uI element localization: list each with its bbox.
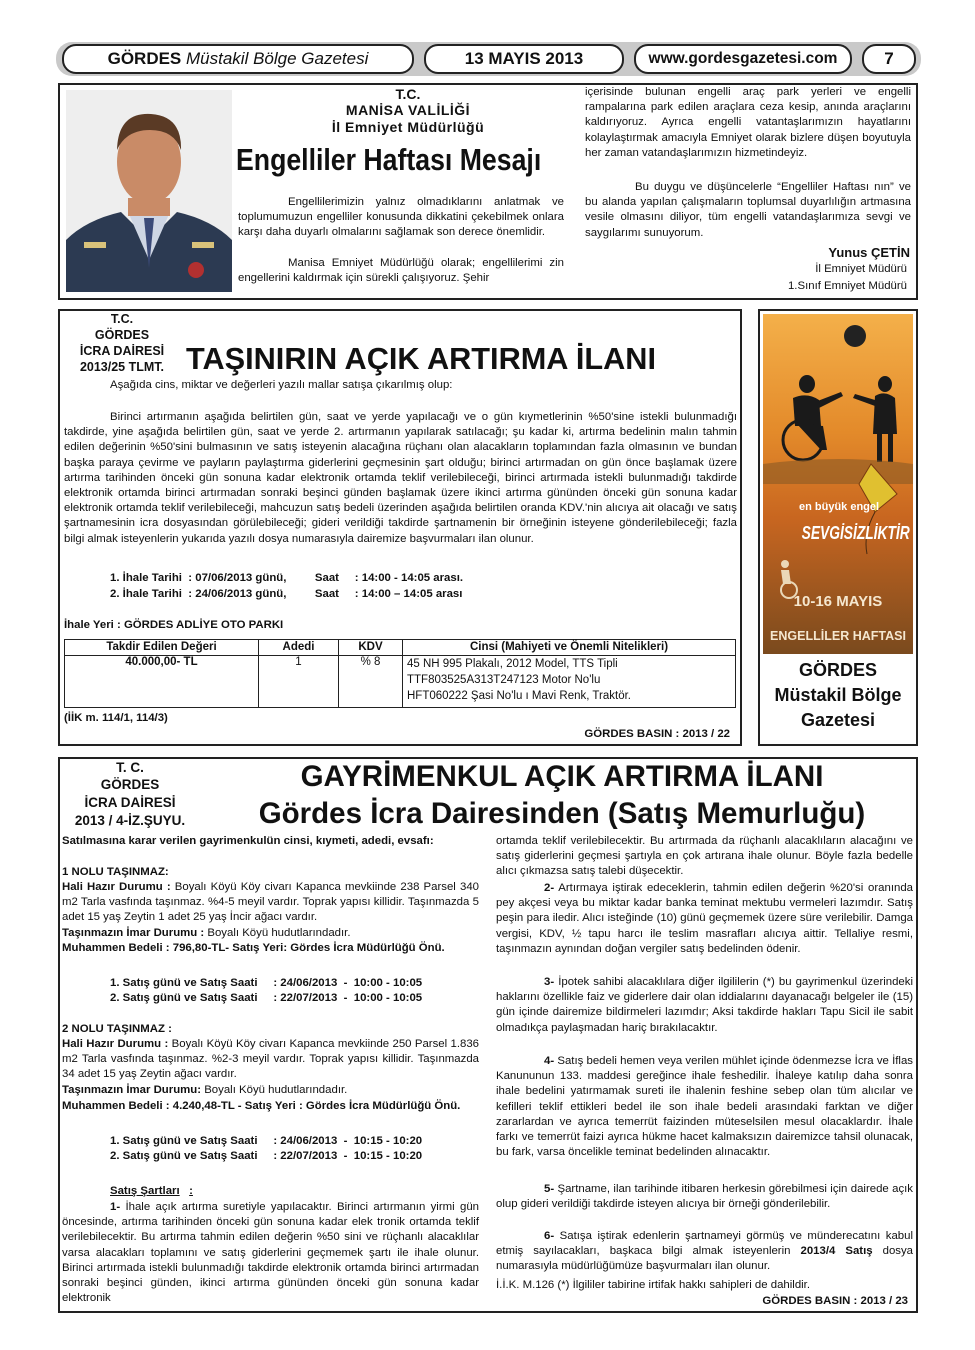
tasinir-date-2: 2. İhale Tarihi : 24/06/2013 günü, Saat : 14:00 – 14:05 arası	[110, 588, 463, 600]
term-3	[496, 975, 913, 1036]
gayri-org-gordes: GÖRDES	[100, 777, 160, 792]
sale-terms-label: Satış Şartları	[110, 1185, 180, 1197]
parcel-2-price: Muhammen Bedeli : 4.240,48-TL - Satış Yeri : Gördes İcra Müdürlüğü Önü.	[62, 1100, 461, 1112]
parcel-1-state-text: Boyalı Köyü Köy civarı Kapanca mevkiinde 238 Parsel 340 m2 Tarla vasfında taşınmaz. %4-5 meyil vardır. Toprak yapısı killidir. Taşınmazda 5 adet 15 yaş Zeytin 1 adet 25 yaş İncir ağacı vardır.	[62, 881, 479, 924]
term-3-number: 3-	[544, 976, 555, 988]
tasinir-org-icra: İCRA DAİRESİ	[79, 344, 165, 358]
col-kdv-header: KDV	[339, 640, 403, 656]
poster-line-1: en büyük engel	[799, 501, 880, 513]
signature-title-1: İl Emniyet Müdürü	[815, 263, 907, 275]
gayri-law-ref: İ.İ.K. M.126 (*) İlgililer tabirine irtifak hakkı sahipleri de dahildir.	[496, 1279, 811, 1291]
tasinir-date-1: 1. İhale Tarihi : 07/06/2013 günü, Saat : 14:00 - 14:05 arası.	[110, 572, 464, 584]
masthead	[62, 44, 414, 74]
police-chief-photo	[66, 90, 232, 292]
issue-date: 13 MAYIS 2013	[424, 44, 624, 74]
row-desc-line-1: 45 NH 995 Plakalı, 2012 Model, TTS Tipli	[407, 658, 618, 670]
message-paragraph-2: Manisa Emniyet Müdürlüğü olarak; engellilerimi zin engellerini kaldırmak için sürekli çalışıyoruz. Şehir	[238, 257, 564, 285]
message-org-tc: T.C.	[395, 86, 421, 102]
parcel-1-state-label: Hali Hazır Durumu :	[62, 881, 171, 893]
signature-name: Yunus ÇETİN	[828, 245, 910, 260]
parcel-2-state-label: Hali Hazır Durumu :	[62, 1038, 169, 1050]
table-header-row	[65, 640, 736, 656]
row-desc	[403, 656, 736, 708]
parcel-1-zoning-label: Taşınmazın İmar Durumu :	[62, 927, 205, 939]
term-5	[496, 1182, 913, 1212]
message-paragraph-3: içerisinde bulunan engelli araç park yerleri ve engelli rampalarına park edilen araçlara ceza kesip, anında araçlarını kaldırıyoruz. Ayrıca engelli vatantaşlarımızın hayatlarını kolaylaştırmak amacıyla Emniyet olarak bizlere düşen boyutuyla her zaman vatandaşlarımızın hizmetindeyiz.	[585, 86, 911, 159]
term-2-text: Artırmaya iştirak edeceklerin, tahmin edilen değerin %20'si oranında pey akçesi veya bu miktar kadar banka teminat mektubu vermeleri lazımdır. Satış peşin para iledir. Alıcı isteğinde (10) günü geçmemek üzere süre verilebilir. Damga vergisi, KDV, ½ tapu harcı ile teslim masrafları alıcıya aittir. Tellaliye resmi, taşınmazın aynından doğan vergiler satış bedelinden ödenir.	[496, 882, 913, 955]
page-number: 7	[862, 44, 916, 74]
term-5-number: 5-	[544, 1183, 555, 1195]
term-4	[496, 1054, 913, 1160]
poster-image	[763, 314, 913, 654]
tasinir-place: İhale Yeri : GÖRDES ADLİYE OTO PARKI	[64, 619, 284, 631]
term-6-text: Satışa iştirak edenlerin şartnameyi görmüş ve münderecatını kabul etmiş sayılacakları, başkaca bilgi almak isteyenlerin	[496, 1230, 913, 1258]
message-paragraph-4: Bu duygu ve düşüncelerle “Engelliler Haftası nın” ve bu alanda yapılan çalışmaların toplumsal duyarlılığın artmasına vesile olmasını diliyor, tüm engelli vatandaşlarımıza sevgi ve saygılarımı sunuyorum.	[585, 181, 911, 239]
parcel-1-state	[62, 880, 479, 926]
poster-brand-3: Gazetesi	[800, 710, 876, 730]
tasinir-body: Birinci artırmanın aşağıda belirtilen gün, saat ve yerde yapılacağı ve o gün kıymetlerinin %50'sine istekli bulunmadığı takdirde, yine aşağıda belirtilen gün, saat ve yerde 2. artırmanın yapılarak satılacağı; şu kadar ki, artırma bedelinin malın tahmin edilen değerinin %50'sini bulmasının ve satış isteyenin alacağına rüçhanı olan alacakların toplamından fazla olmasının ve bundan başka paraya çevirme ve payların paylaştırma giderlerini geçmesinin şart olduğu; birinci artırmadan on gün önce başlamak üzere artırma tarihinden önceki gün sonuna kadar elektronik ortamda teklif verilebileceği, birinci artırmada istekli bulunmadığı takdirde elektronik ortamda birinci artırmadan sonraki beşinci günden başlamak üzere ikinci artırma gününden önceki gün sonuna kadar elektronik ortamda teklif verilebileceği, mahcuzun satış bedeli üzerinden aşağıda belirtilen oranda KDV.'nin alıcıya ait olacağı ve satış şartnamesinin icra dosyasından görülebileceği; gideri verildiği takdirde şartnamenin bir örneğinin isteyene gönderilebileceği; fazla bilgi almak isteyenlerin yukarıda yazılı dosya numarasıyla dairemize başvurmaları ilan olunur.	[64, 411, 737, 545]
tasinir-table	[64, 639, 736, 708]
term-3-text: İpotek sahibi alacaklılara diğer ilgililerin (*) bu gayrimenkul üzerindeki haklarını özellikle faiz ve giderlere dair olan iddialarını dayanacağı belgeler ile (15) gün içinde dairemize bildirmeleri lazımdır; Aksi takdirde hakları Tapu Sicil ile sabit olmadıkça paylaşmadan hariç bırakılacaktır.	[496, 976, 913, 1034]
col-qty-header: Adedi	[259, 640, 339, 656]
gayri-org-tc: T. C.	[116, 760, 144, 775]
gayri-org-icra: İCRA DAİRESİ	[84, 795, 176, 810]
tasinir-org-gordes: GÖRDES	[94, 328, 150, 342]
tasinir-file-number: 2013/25 TLMT.	[79, 360, 165, 374]
term-2-number: 2-	[544, 882, 555, 894]
parcel-2-sale-2: 2. Satış günü ve Satış Saati : 22/07/2013 - 10:15 - 10:20	[110, 1150, 423, 1162]
term-6-number: 6-	[544, 1230, 555, 1242]
term-1-continued: ortamda teklif verilebilecektir. Bu artırmada da rüçhanlı alacaklıların alacağını ve satış giderlerini geçmesi şartıyla en çok artırana ihale olunur. Böyle fazla bedelle alıcı çıkmazsa satış talebi düşecektir.	[496, 835, 913, 878]
term-2	[496, 881, 913, 957]
col-value-header: Takdir Edilen Değeri	[65, 640, 259, 656]
tasinir-footer: GÖRDES BASIN : 2013 / 22	[584, 728, 730, 740]
tasinir-intro: Aşağıda cins, miktar ve değerleri yazılı mallar satışa çıkarılmış olup:	[110, 379, 453, 391]
poster-line-4: ENGELLİLER HAFTASI	[770, 629, 906, 643]
brand-name: GÖRDES	[107, 49, 182, 68]
tasinir-org-tc: T.C.	[110, 312, 134, 326]
term-4-text: Satış bedeli hemen veya verilen mühlet içinde ödenmezse İcra ve İflas Kanununun 133. maddesi gereğince ihale feshedilir. İhaleye katılıp daha sonra ihale bedelini yatırmamak sureti ile ihalenin feshine sebep olan tüm alıcılar ve kefilleri teklif ettikleri bedel ile son ihale bedeli arasındaki farktan ve diğer zararlardan ve ayrıca temerrüt faizinden müteselsilen mesul olacaklardır. İhale farkı ve temerrüt faizi ayrıca hükme hacet kalmaksızın dairemizce tahsil olunacak, bu fark, varsa öncelikle teminat bedelinden alınacaktır.	[496, 1055, 913, 1159]
message-org-valilik: MANİSA VALİLİĞİ	[345, 102, 471, 118]
term-1	[62, 1200, 479, 1306]
term-5-text: Şartname, ilan tarihinde itibaren herkesin görebilmesi için dairede açık olup gideri verildiği takdirde isteyen alıcıya bir örneği gönderilebilir.	[496, 1183, 913, 1211]
row-value: 40.000,00- TL	[65, 656, 259, 708]
poster-line-3: 10-16 MAYIS	[793, 593, 883, 610]
website-url[interactable]: www.gordesgazetesi.com	[634, 44, 852, 74]
term-6-file: 2013/4 Satış	[800, 1245, 873, 1258]
signature-title-2: 1.Sınıf Emniyet Müdürü	[787, 280, 907, 292]
row-desc-line-2: TTF803525A313T247123 Motor No'lu	[407, 674, 601, 686]
term-4-number: 4-	[544, 1055, 555, 1067]
sale-terms-colon: :	[189, 1185, 193, 1197]
term-6-end: dosya numarasıyla müdürlüğümüze başvurmaları ilan olunur.	[496, 1245, 914, 1273]
table-row	[65, 656, 736, 708]
parcel-1-price: Muhammen Bedeli : 796,80-TL- Satış Yeri: Gördes İcra Müdürlüğü Önü.	[62, 942, 445, 954]
parcel-2-heading: 2 NOLU TAŞINMAZ :	[62, 1023, 172, 1035]
gayri-file-number: 2013 / 4-İZ.ŞUYU.	[74, 813, 186, 828]
gayri-intro: Satılmasına karar verilen gayrimenkulün cinsi, kıymeti, adedi, evsafı:	[62, 835, 434, 847]
parcel-1-sale-1: 1. Satış günü ve Satış Saati : 24/06/2013 - 10:00 - 10:05	[110, 977, 423, 989]
parcel-1-zoning-text: Boyalı Köyü hudutlarındadır.	[204, 927, 351, 939]
parcel-2-zoning-label: Taşınmazın İmar Durumu:	[62, 1084, 202, 1096]
row-kdv: % 8	[339, 656, 403, 708]
poster-brand-1: GÖRDES	[798, 660, 877, 680]
parcel-2-sale-1: 1. Satış günü ve Satış Saati : 24/06/2013 - 10:15 - 10:20	[110, 1135, 423, 1147]
engelliler-haftasi-poster	[763, 314, 913, 654]
row-qty: 1	[259, 656, 339, 708]
tasinir-title: TAŞINIRIN AÇIK ARTIRMA İLANI	[186, 341, 656, 376]
parcel-1-heading: 1 NOLU TAŞINMAZ:	[62, 866, 169, 878]
parcel-1-zoning	[62, 926, 479, 941]
poster-brand-2: Müstakil Bölge	[774, 685, 902, 705]
parcel-1-sale-2: 2. Satış günü ve Satış Saati : 22/07/2013 - 10:00 - 10:05	[110, 992, 423, 1004]
term-6	[496, 1229, 913, 1275]
message-org-emniyet: İl Emniyet Müdürlüğü	[331, 119, 485, 135]
message-title: Engelliler Haftası Mesajı	[236, 142, 542, 177]
parcel-2-zoning-text: Boyalı Köyü hudutlarındadır.	[201, 1084, 348, 1096]
message-paragraph-1: Engellilerimizin yalnız olmadıklarını anlatmak ve toplumumuzun engelliler konusunda dikkatini çekebilmek onlara karşı daha duyarlı olmalarını sağlamak son derece önemlidir.	[238, 196, 564, 239]
term-1-text: İhale açık artırma suretiyle yapılacaktır. Birinci artırmanın yirmi gün öncesinde, artırma tarihinden önceki gün sonuna kadar elek tronik ortamda teklif verilebilecektir. Bu artırma tahmin edilen değerin %50 sini ve rüçhanlı alacaklılar varsa alacakları toplamını ve satış giderlerini geçmemek şartı ile ihale olunur. Birinci artırmada istekli bulunmadığı takdirde elektronik ortamda birinci artırmadan sonraki beşinci günden, ikinci artırma gününden önceki gün sonuna kadar elektronik	[62, 1201, 479, 1305]
gayri-subtitle: Gördes İcra Dairesinden (Satış Memurluğu)	[258, 797, 866, 830]
sale-terms-heading	[110, 1184, 310, 1199]
parcel-2-state-text: Boyalı Köyü Köy civarı Kapanca mevkiinde 250 Parsel 1.836 m2 Tarla vasfında taşınmaz. %2-3 meyil vardır. Toprak yapısı killidir. Taşınmazda 34 adet 15 yaş Zeytin ağacı vardır.	[62, 1038, 479, 1081]
row-desc-line-3: HFT060222 Şasi No'lu ı Mavi Renk, Traktör.	[407, 690, 631, 702]
tasinir-law-ref: (İİK m. 114/1, 114/3)	[64, 712, 168, 724]
term-1-number: 1-	[110, 1201, 121, 1213]
gayri-title: GAYRİMENKUL AÇIK ARTIRMA İLANI	[300, 760, 824, 793]
col-desc-header: Cinsi (Mahiyeti ve Önemli Nitelikleri)	[403, 640, 736, 656]
poster-line-2: SEVGİSİZLİKTİR	[801, 523, 910, 544]
parcel-2-zoning	[62, 1083, 479, 1098]
parcel-2-state	[62, 1037, 479, 1083]
brand-subtitle: Müstakil Bölge Gazetesi	[186, 49, 369, 68]
gayri-footer: GÖRDES BASIN : 2013 / 23	[762, 1295, 908, 1307]
